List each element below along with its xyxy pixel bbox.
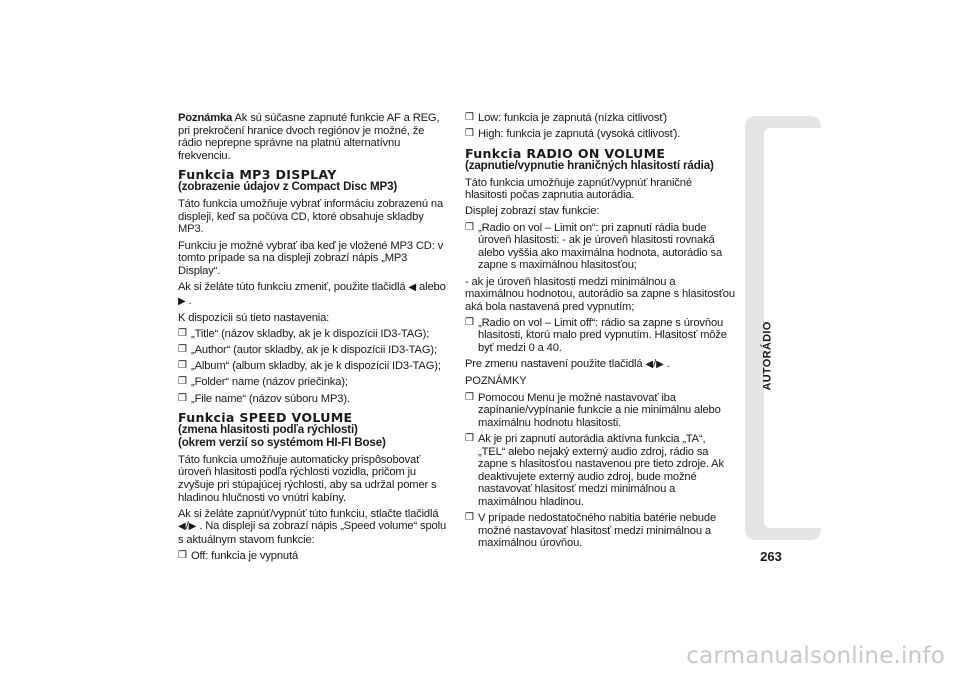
speed-paragraph-2: Ak si želáte zapnúť/vypnúť túto funkciu, stlačte tlačidlá ◀/▶ . Na displeji sa zobrazí nápis „Speed volume“ spolu s aktuálnym stavom funkcie: (178, 507, 447, 546)
list-item-text: „Radio on vol – Limit on“: pri zapnutí rádia bude úroveň hlasitosti: - ak je úroveň hlasitosti rovnaká alebo vyššia ako maximálna hodnota, autorádio sa zapne s maximálnou hlasitosťou; (478, 221, 723, 272)
bullet-icon: ❒ (465, 512, 474, 524)
list-item (465, 317, 735, 355)
list-item-text: „File name“ (názov súboru MP3). (191, 392, 350, 405)
list-item (465, 222, 735, 272)
note-label: Poznámka (178, 112, 233, 124)
mp3-paragraph-1: Táto funkcia umožňuje vybrať informáciu zobrazenú na displeji, keď sa počúva CD, ktoré obsahuje skladby MP3. (178, 198, 444, 236)
speed-volume-subheading-1: (zmena hlasitosti podľa rýchlosti) (178, 423, 358, 437)
right-arrow-icon: ▶ (656, 359, 664, 371)
list-item-text: High: funkcia je zapnutá (vysoká citlivosť). (478, 128, 681, 141)
list-item (178, 550, 451, 563)
mp3-paragraph-3: Ak si želáte túto funkciu zmeniť, použite tlačidlá ◀ alebo ▶ . (178, 280, 446, 307)
bullet-icon: ❒ (178, 344, 187, 356)
radio-paragraph-4: Pre zmenu nastavení použite tlačidlá ◀/▶ . (465, 358, 670, 371)
list-item-text: V prípade nedostatočného nabitia batérie nebude možné nastavovať hlasitosť medzi minimálnou a maximálnou úrovňou. (478, 512, 717, 550)
right-column (465, 112, 735, 554)
list-item-text: „Title“ (názov skladby, ak je k dispozícii ID3-TAG); (191, 327, 430, 340)
section-label-text: AUTORÁDIO (762, 321, 775, 391)
speed-paragraph-2-text-a: Ak si želáte zapnúť/vypnúť túto funkciu, stlačte tlačidlá (178, 507, 439, 520)
right-arrow-icon: ▶ (188, 521, 197, 533)
right-arrow-icon: ▶ (178, 295, 186, 307)
speed-volume-subheading-2: (okrem verzií so systémom HI-FI Bose) (178, 436, 386, 450)
left-arrow-icon: ◀ (645, 359, 654, 371)
list-item (178, 328, 451, 341)
bullet-icon: ❒ (178, 392, 187, 404)
speed-paragraph-2-text-b: Na displeji sa zobrazí nápis „Speed volume“ spolu s aktuálnym stavom funkcie: (178, 520, 447, 546)
bullet-icon: ❒ (178, 360, 187, 372)
list-item (465, 512, 735, 550)
watermark: carmanualsonline.info (686, 643, 945, 669)
list-item-text: Pomocou Menu je možné nastavovať iba zapínanie/vypínanie funkcie a nie minimálnu alebo maximálnu hodnotu hlasitosti. (478, 391, 721, 429)
mp3-paragraph-3-text-a: Ak si želáte túto funkciu zmeniť, použite tlačidlá (178, 280, 406, 293)
radio-on-volume-heading: Funkcia RADIO ON VOLUME (465, 145, 666, 161)
radio-paragraph-3: - ak je úroveň hlasitosti medzi minimálnou a maximálnou hodnotou, autorádio sa zapne s hlasitosťou aká bola nastavená pred vypnutím; (465, 275, 735, 313)
list-item (178, 360, 451, 373)
list-item-text: „Folder“ name (názov priečinka); (191, 376, 348, 389)
mp3-display-subheading: (zobrazenie údajov z Compact Disc MP3) (178, 180, 398, 194)
bullet-icon: ❒ (465, 128, 474, 140)
list-item-text: Off: funkcia je vypnutá (191, 550, 299, 563)
radio-paragraph-1: Táto funkcia umožňuje zapnúť/vypnúť hraničné hlasitosti počas zapnutia autorádia. (465, 176, 692, 202)
list-item (178, 376, 451, 389)
note-paragraph (178, 112, 451, 162)
list-item-text: „Author“ (autor skladby, ak je k dispozícii ID3-TAG); (191, 344, 437, 357)
mp3-paragraph-2: Funkciu je možné vybrať iba keď je vložené MP3 CD: v tomto prípade sa na displeji zobrazí nápis „MP3 Display“. (178, 239, 444, 277)
speed-paragraph-1: Táto funkcia umožňuje automaticky prispôsobovať úroveň hlasitosti podľa rýchlosti vozidla, pričom ju zvyšuje pri stúpajúcej rýchlosti, aby sa udržal pomer s hladinou hlučnosti vo vnútri kabíny. (178, 453, 437, 504)
mp3-paragraph-4: K dispozícii sú tieto nastavenia: (178, 311, 330, 324)
list-item-text: „Radio on vol – Limit off“: rádio sa zapne s úrovňou hlasitosti, ktorú malo pred vypnutím. Hlasitosť môže byť medzi 0 a 40. (478, 316, 727, 355)
speed-volume-heading: Funkcia SPEED VOLUME (178, 410, 353, 426)
section-tab-label (753, 321, 783, 391)
list-item (465, 128, 735, 141)
page-number: 263 (760, 549, 782, 564)
list-item (178, 344, 451, 357)
bullet-icon: ❒ (465, 112, 474, 123)
bullet-icon: ❒ (465, 221, 474, 233)
mp3-paragraph-3-text-b: alebo (419, 280, 446, 293)
bullet-icon: ❒ (465, 316, 474, 328)
list-item (178, 393, 451, 406)
slash: / (185, 520, 189, 533)
bullet-icon: ❒ (465, 391, 474, 403)
left-arrow-icon: ◀ (408, 281, 417, 293)
list-item-text: Low: funkcia je zapnutá (nízka citlivosť) (478, 112, 667, 124)
radio-paragraph-2: Displej zobrazí stav funkcie: (465, 205, 600, 218)
bullet-icon: ❒ (178, 376, 187, 388)
list-item (465, 392, 735, 430)
radio-on-volume-subheading: (zapnutie/vypnutie hraničných hlasitostí rádia) (465, 158, 714, 172)
list-item (465, 433, 735, 509)
notes-title: POZNÁMKY (465, 375, 527, 388)
bullet-icon: ❒ (465, 433, 474, 445)
left-column (178, 112, 451, 566)
radio-paragraph-4-text: Pre zmenu nastavení použite tlačidlá (465, 358, 643, 371)
note-text: Ak sú súčasne zapnuté funkcie AF a REG, pri prekročení hranice dvoch regiónov je možné, že rádio neprepne správne na platnú alternatívnu frekvenciu. (178, 112, 440, 162)
bullet-icon: ❒ (178, 550, 187, 562)
mp3-display-heading: Funkcia MP3 DISPLAY (178, 167, 337, 183)
list-item-text: „Album“ (album skladby, ak je k dispozícii ID3-TAG); (191, 360, 441, 373)
left-arrow-icon: ◀ (178, 521, 186, 533)
slash: / (653, 358, 657, 371)
list-item-text: Ak je pri zapnutí autorádia aktívna funkcia „TA“, „TEL“ alebo nejaký externý audio zdroj, rádio sa zapne s hlasitosťou nastavenou pre tieto zdroje. Ak deaktivujete externý audio zdroj, bude možné nastavovať hlasitosť medzi minimálnou a maximálnou hladinou. (478, 433, 724, 508)
bullet-icon: ❒ (178, 327, 187, 339)
list-item (465, 112, 735, 125)
